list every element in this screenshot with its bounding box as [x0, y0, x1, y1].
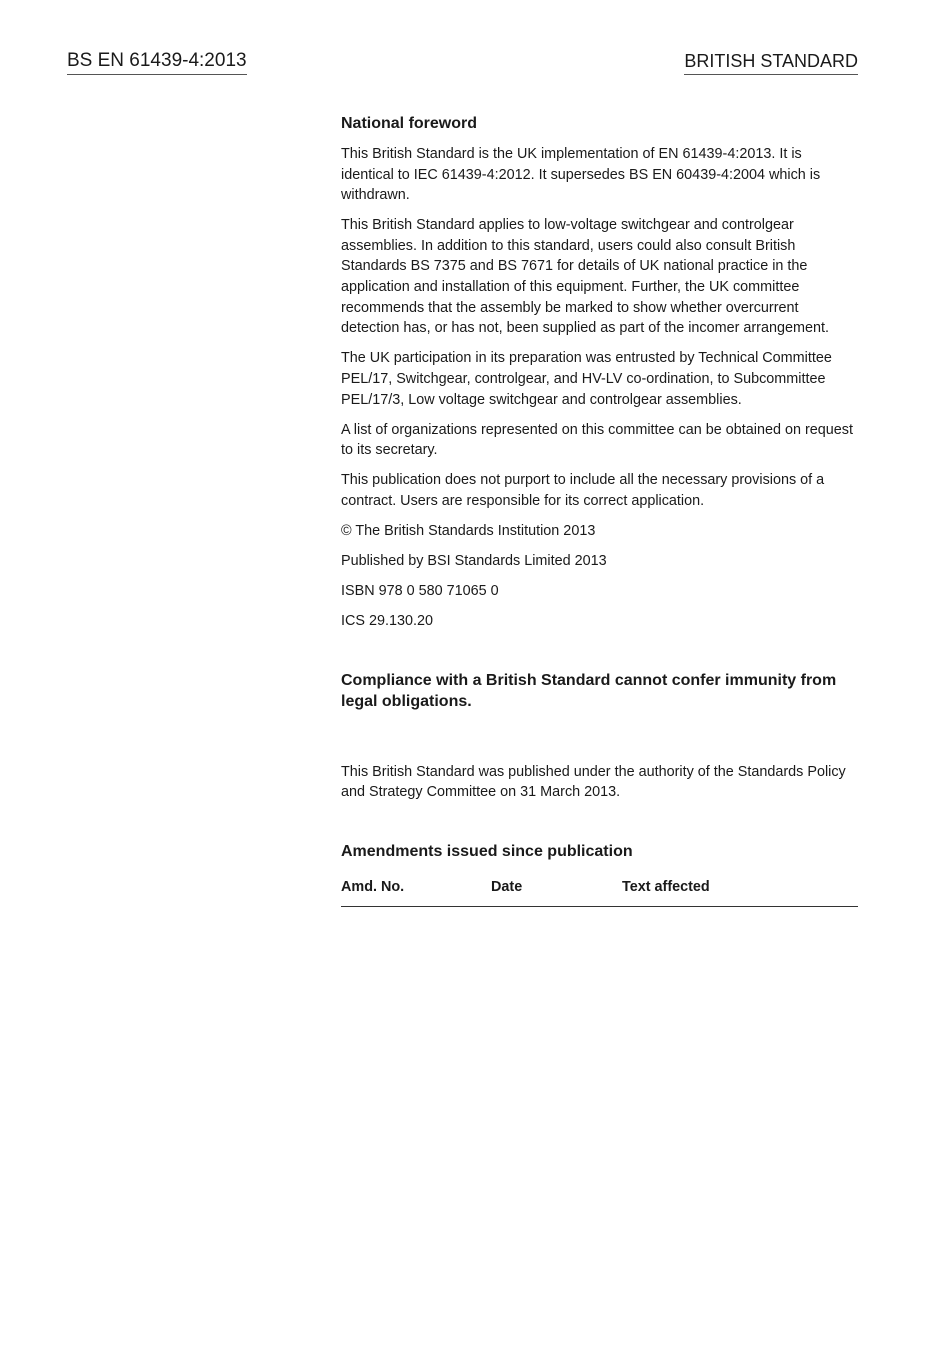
amendments-header-row	[341, 877, 858, 906]
amendments-table	[341, 877, 858, 907]
column-text-affected: Text affected	[622, 877, 858, 906]
foreword-paragraph-3: The UK participation in its preparation was entrusted by Technical Committee PEL/17, Switchgear, controlgear, and HV-LV co-ordination, to Subcommittee PEL/17/3, Low voltage switchgear and controlgear assemblies.	[341, 350, 832, 408]
document-id: BS EN 61439-4:2013	[67, 50, 247, 75]
amendments-heading: Amendments issued since publication	[341, 843, 633, 861]
foreword-paragraph-1: This British Standard is the UK implementation of EN 61439-4:2013. It is identical to IEC 61439-4:2012. It supersedes BS EN 60439-4:2004 which is withdrawn.	[341, 146, 821, 204]
publisher-line: Published by BSI Standards Limited 2013	[341, 553, 607, 570]
compliance-statement: Compliance with a British Standard cannot confer immunity from legal obligations.	[341, 671, 837, 710]
foreword-heading: National foreword	[341, 115, 478, 132]
foreword-paragraph-4: A list of organizations represented on this committee can be obtained on request to its secretary.	[341, 421, 853, 459]
authority-statement: This British Standard was published under the authority of the Standards Policy and Strategy Committee on 31 March 2013.	[341, 763, 846, 801]
foreword-paragraph-5: This publication does not purport to include all the necessary provisions of a contract. Users are responsible for its correct application.	[341, 472, 825, 509]
document-type: BRITISH STANDARD	[684, 50, 858, 75]
ics-line: ICS 29.130.20	[341, 613, 434, 630]
column-amd-no: Amd. No.	[341, 877, 491, 906]
isbn-line: ISBN 978 0 580 71065 0	[341, 583, 499, 600]
main-content	[341, 114, 858, 907]
column-date: Date	[491, 877, 622, 906]
foreword-paragraph-2: This British Standard applies to low-voltage switchgear and controlgear assemblies. In addition to this standard, users could also consult British Standards BS 7375 and BS 7671 for details of UK national practice in the application and installation of this equipment. Further, the UK committee recommends that the assembly be marked to show whether overcurrent detection has, or has not, been supplied as part of the incomer arrangement.	[341, 217, 829, 337]
copyright-line: © The British Standards Institution 2013	[341, 523, 596, 539]
